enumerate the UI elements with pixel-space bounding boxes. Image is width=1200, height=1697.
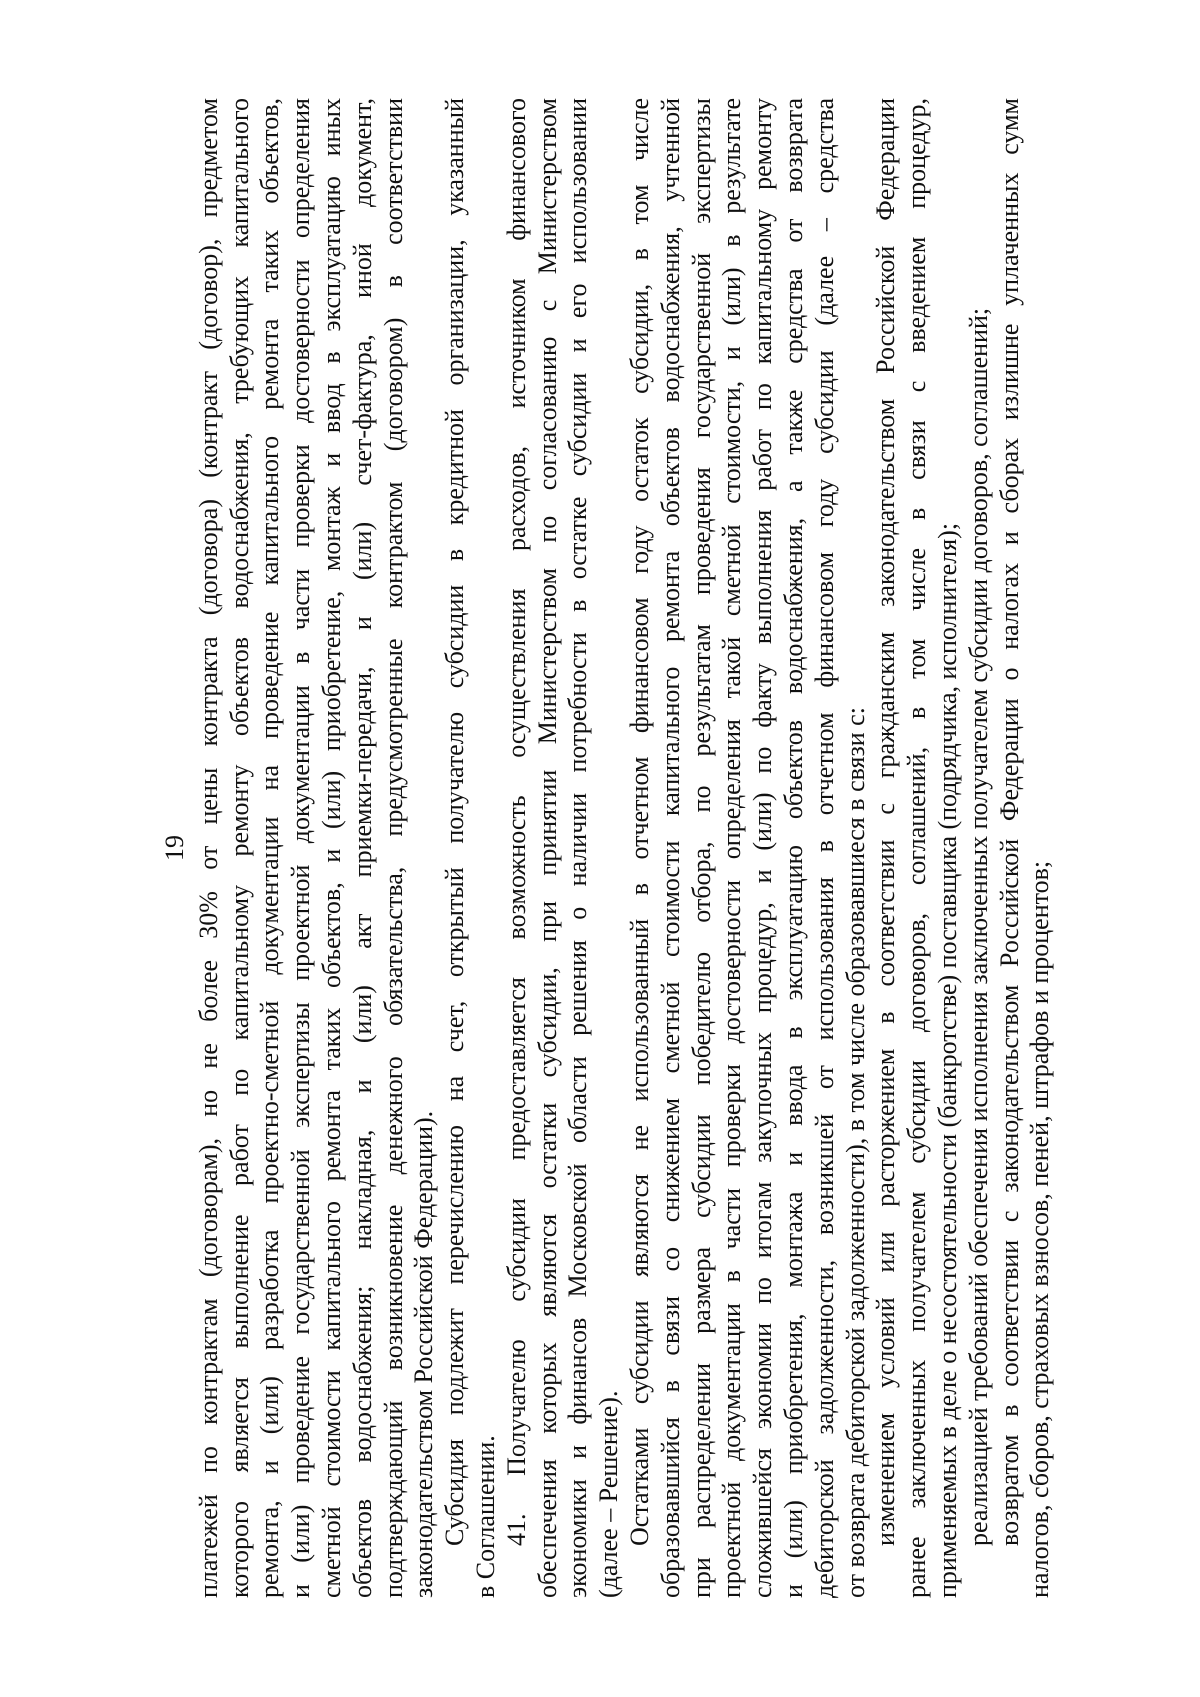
text-line: платежей по контрактам (договорам), но не более 30% от цены контракта (договора) (контракт (договор), предметом xyxy=(193,98,223,1598)
text-line: от возврата дебиторской задолженности), в том числе образовавшиеся в связи с: xyxy=(840,707,870,1598)
text-line: ранее заключенных получателем субсидии договоров, соглашений, в том числе в связи с введением процедур, xyxy=(902,98,932,1598)
document-body xyxy=(194,98,1056,1598)
rotated-text-block xyxy=(160,98,1055,1598)
text-line: применяемых в деле о несостоятельности (банкротстве) поставщика (подрядчика, исполнителя); xyxy=(932,522,962,1598)
text-line: сложившейся экономии по итогам закупочных процедур, и (или) по факту выполнения работ по капитальному ремонту xyxy=(748,98,778,1598)
text-line: дебиторской задолженности, возникшей от использования в отчетном финансовом году субсидии (далее – средства xyxy=(809,98,839,1598)
text-line: и (или) проведение государственной экспертизы проектной документации в части проверки достоверности определения xyxy=(286,98,316,1598)
text-line: законодательством Российской Федерации). xyxy=(409,1110,439,1598)
text-line: (далее – Решение). xyxy=(594,1390,624,1598)
text-line: экономики и финансов Московской области решения о наличии потребности в остатке субсидии и его использовании xyxy=(563,98,593,1598)
text-line: образовавшийся в связи со снижением сметной стоимости капитального ремонта объектов водоснабжения, учтенной xyxy=(655,98,685,1598)
text-line: Субсидия подлежит перечислению на счет, открытый получателю субсидии в кредитной организации, указанный xyxy=(440,98,470,1546)
text-line: реализацией требований обеспечения исполнения заключенных получателем субсидии договоров, соглашений; xyxy=(963,307,993,1546)
text-line: объектов водоснабжения; накладная, и (или) акт приемки-передачи, и (или) счет-фактура, иной документ, xyxy=(347,98,377,1598)
text-line: сметной стоимости капитального ремонта таких объектов, и (или) приобретение, монтаж и ввод в эксплуатацию иных xyxy=(316,98,346,1598)
text-line: 41. Получателю субсидии предоставляется возможность осуществления расходов, источником финансового xyxy=(501,98,531,1546)
text-line: и (или) приобретения, монтажа и ввода в эксплуатацию объектов водоснабжения, а также средства от возврата xyxy=(778,98,808,1598)
text-line: проектной документации в части проверки достоверности определения такой сметной стоимости, и (или) в результате xyxy=(717,98,747,1598)
text-line: Остатками субсидии являются не использованный в отчетном финансовом году остаток субсидии, в том числе xyxy=(624,98,654,1546)
text-line: подтверждающий возникновение денежного обязательства, предусмотренные контрактом (договором) в соответствии xyxy=(378,98,408,1598)
text-line: при распределении размера субсидии победителю отбора, по результатам проведения государственной экспертизы xyxy=(686,98,716,1598)
text-line: в Соглашении. xyxy=(470,1435,500,1598)
text-line: ремонта, и (или) разработка проектно-сметной документации на проведение капитального ремонта таких объектов, xyxy=(255,98,285,1598)
text-line: налогов, сборов, страховых взносов, пеней, штрафов и процентов; xyxy=(1025,860,1055,1598)
page-number: 19 xyxy=(160,835,189,861)
text-line: возвратом в соответствии с законодательством Российской Федерации о налогах и сборах излишне уплаченных сумм xyxy=(994,98,1024,1546)
text-line: которого является выполнение работ по капитальному ремонту объектов водоснабжения, требующих капитального xyxy=(224,98,254,1598)
text-line: изменением условий или расторжением в соответствии с гражданским законодательством Российской Федерации xyxy=(871,98,901,1546)
text-line: обеспечения которых являются остатки субсидии, при принятии Министерством по согласованию с Министерством xyxy=(532,98,562,1598)
